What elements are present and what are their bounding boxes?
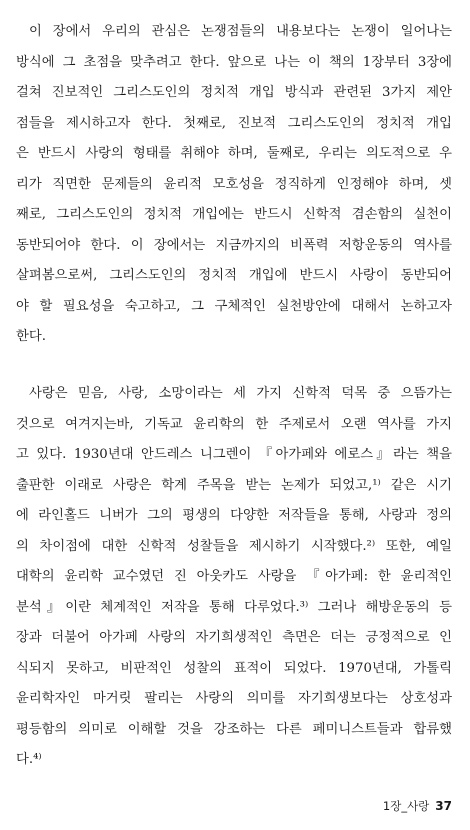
paragraph-love xyxy=(16,379,452,776)
page-number: 37 xyxy=(435,799,452,813)
text-line: 은 반드시 사랑의 형태를 취해야 하며, 둘째로, 우리는 의도적으로 우 xyxy=(16,146,452,161)
text-line: 방식에 그 초점을 맞추려고 한다. 앞으로 나는 이 책의 1장부터 3장에 xyxy=(16,54,452,70)
text-line: 사랑은 믿음, 사랑, 소망이라는 세 가지 신학적 덕목 중 으뜸가는 xyxy=(29,386,452,401)
text-line: 걸쳐 진보적인 그리스도인의 정치적 개입 방식과 관련된 3가지 제안 xyxy=(16,85,452,100)
text-line: 살펴봄으로써, 그리스도인의 정치적 개입에 반드시 사랑이 동반되어 xyxy=(16,268,452,283)
text-line: 이 장에서 우리의 관심은 논쟁점들의 내용보다는 논쟁이 일어나는 xyxy=(29,24,452,39)
text-line: 의 차이점에 대한 신학적 성찰들을 제시하기 시작했다.²⁾ 또한, 예일 xyxy=(16,538,452,554)
text-line: 고 있다. 1930년대 안드레스 니그렌이 『아가페와 에로스』라는 책을 xyxy=(16,447,452,462)
text-line: 평등함의 의미로 이해할 것을 강조하는 다른 페미니스트들과 합류했 xyxy=(16,721,452,737)
text-line: 윤리학자인 마거릿 팔리는 사랑의 의미를 자기희생보다는 상호성과 xyxy=(16,691,452,706)
text-line: 한다. xyxy=(16,329,46,344)
text-line: 분석』이란 체계적인 저작을 통해 다루었다.³⁾ 그러나 해방운동의 등 xyxy=(16,599,452,615)
chapter-label: 1장_사랑 xyxy=(382,799,430,813)
text-line: 대학의 윤리학 교수였던 진 아웃카도 사랑을 『아가페: 한 윤리적인 xyxy=(16,569,452,584)
text-line: 식되지 못하고, 비판적인 성찰의 표적이 되었다. 1970년대, 가톨릭 xyxy=(16,660,452,676)
text-line: 째로, 그리스도인의 정치적 개입에는 반드시 신학적 겸손함의 실천이 xyxy=(16,207,452,222)
text-line: 장과 더불어 아가페 사랑의 자기희생적인 측면은 더는 긍정적으로 인 xyxy=(16,630,452,645)
text-line: 동반되어야 한다. 이 장에서는 지금까지의 비폭력 저항운동의 역사를 xyxy=(16,237,452,253)
text-line: 출판한 이래로 사랑은 학계 주목을 받는 논제가 되었고,¹⁾ 같은 시기 xyxy=(16,477,452,493)
paragraph-intro xyxy=(16,17,452,353)
text-line: 리가 직면한 문제들의 윤리적 모호성을 정직하게 인정해야 하며, 셋 xyxy=(16,176,452,192)
page-footer xyxy=(383,798,452,814)
text-line: 다.⁴⁾ xyxy=(16,752,42,767)
text-line: 야 할 필요성을 숙고하고, 그 구체적인 실천방안에 대해서 논하고자 xyxy=(16,298,452,314)
text-line: 것으로 여겨지는바, 기독교 윤리학의 한 주제로서 오랜 역사를 가지 xyxy=(16,416,452,432)
text-line: 점들을 제시하고자 한다. 첫째로, 진보적 그리스도인의 정치적 개입 xyxy=(16,115,452,131)
text-line: 에 라인홀드 니버가 그의 평생의 다양한 저작들을 통해, 사랑과 정의 xyxy=(16,508,452,523)
